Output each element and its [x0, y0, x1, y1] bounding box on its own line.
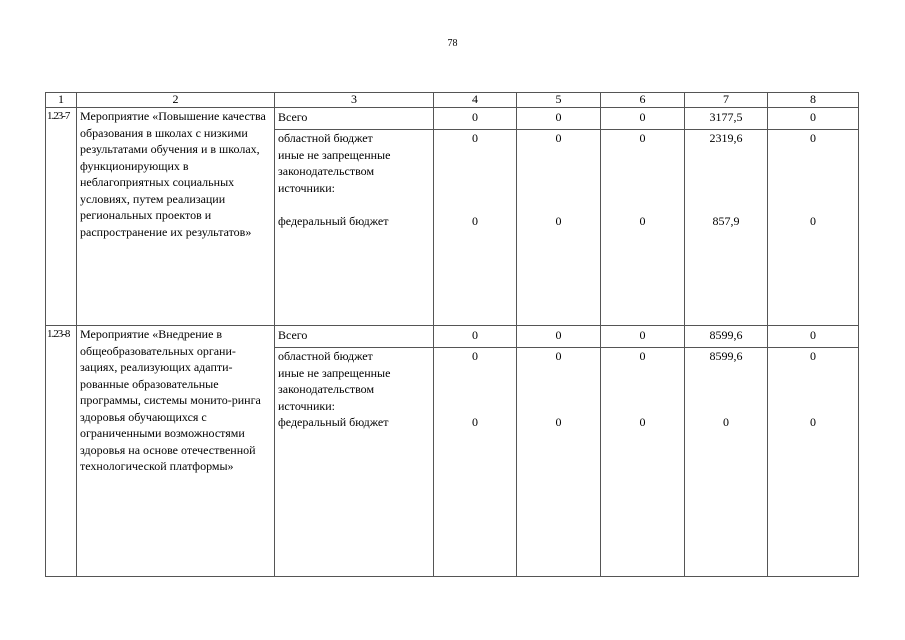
spacer [601, 147, 684, 213]
value-cell [434, 348, 517, 577]
value-cell: 0 [434, 326, 517, 348]
source-regional-label: областной бюджет [278, 349, 373, 363]
value-cell [685, 348, 768, 577]
header-cell: 1 [46, 93, 77, 108]
value-cell: 8599,6 [685, 326, 768, 348]
spacer [768, 365, 858, 415]
federal-value: 0 [555, 213, 562, 228]
value-cell: 0 [768, 326, 859, 348]
header-cell: 5 [517, 93, 601, 108]
header-cell: 7 [685, 93, 768, 108]
federal-value: 0 [639, 213, 646, 228]
row-name: Мероприятие «Внедрение в общеобразовательных органи-зациях, реализующих адапти-рованные образовательные программы, системы монито-ринга здоровья обучающихся с ограниченными возможностями здоровья на основе отечественной технологической платформы» [77, 326, 275, 577]
row-code: 1.23-7 [46, 108, 77, 326]
federal-value: 857,9 [712, 213, 740, 228]
value-cell: 0 [434, 108, 517, 130]
row-code: 1.23-8 [46, 326, 77, 577]
header-cell: 4 [434, 93, 517, 108]
regional-value: 0 [472, 131, 478, 145]
spacer [434, 147, 516, 213]
header-cell: 2 [77, 93, 275, 108]
spacer [434, 365, 516, 415]
value-cell: 3177,5 [685, 108, 768, 130]
sources-cell [275, 130, 434, 326]
federal-value: 0 [472, 213, 478, 228]
regional-value: 0 [810, 131, 816, 145]
value-cell: 0 [517, 326, 601, 348]
value-cell: 0 [601, 108, 685, 130]
spacer [685, 365, 767, 415]
federal-value: 0 [810, 213, 816, 228]
value-cell [768, 348, 859, 577]
source-other-label: иные не запрещенные законодательством источники: [278, 147, 391, 195]
value-cell: 0 [517, 108, 601, 130]
table-row-total [46, 108, 859, 130]
regional-value: 0 [555, 131, 562, 145]
regional-value: 2319,6 [709, 131, 743, 145]
value-cell [768, 130, 859, 326]
spacer [685, 147, 767, 213]
source-other-label: иные не запрещенные законодательством источники: [278, 365, 391, 413]
value-cell [517, 130, 601, 326]
value-cell [517, 348, 601, 577]
federal-value: 0 [723, 415, 729, 429]
spacer [517, 147, 600, 213]
federal-value: 0 [810, 415, 816, 429]
page-number: 78 [447, 38, 458, 49]
table-row-total [46, 326, 859, 348]
regional-value: 0 [472, 349, 478, 363]
source-federal-label: федеральный бюджет [278, 415, 389, 429]
regional-value: 8599,6 [709, 349, 743, 363]
source-regional-label: областной бюджет [278, 131, 373, 145]
regional-value: 0 [810, 349, 816, 363]
regional-value: 0 [639, 349, 646, 363]
value-cell [601, 348, 685, 577]
budget-table [45, 92, 859, 577]
source-total-label: Всего [275, 108, 434, 130]
value-cell [601, 130, 685, 326]
value-cell: 0 [601, 326, 685, 348]
spacer [601, 365, 684, 415]
source-federal-label: федеральный бюджет [278, 213, 389, 228]
spacer [517, 365, 600, 415]
sources-cell [275, 348, 434, 577]
spacer [278, 196, 433, 213]
federal-value: 0 [639, 415, 646, 429]
value-cell: 0 [768, 108, 859, 130]
source-total-label: Всего [275, 326, 434, 348]
federal-value: 0 [472, 415, 478, 429]
header-cell: 6 [601, 93, 685, 108]
header-row [46, 93, 859, 108]
header-cell: 8 [768, 93, 859, 108]
regional-value: 0 [639, 131, 646, 145]
spacer [768, 147, 858, 213]
row-name: Мероприятие «Повышение качества образования в школах с низкими результатами обучения и в школах, функционирующих в неблагоприятных социальных условиях, путем реализации региональных проектов и распространение их результатов» [77, 108, 275, 326]
regional-value: 0 [555, 349, 562, 363]
federal-value: 0 [555, 415, 562, 429]
value-cell [434, 130, 517, 326]
value-cell [685, 130, 768, 326]
header-cell: 3 [275, 93, 434, 108]
